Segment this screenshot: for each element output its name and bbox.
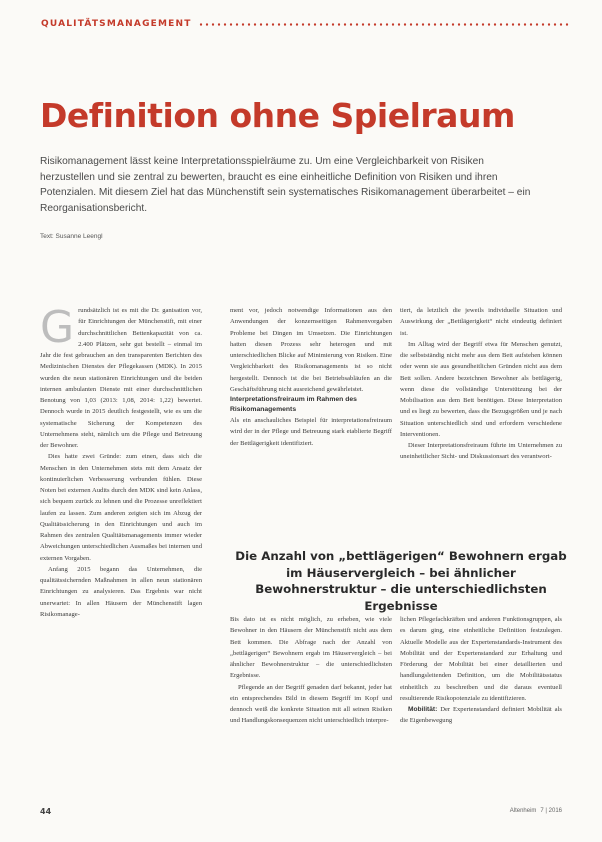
- subheading: Interpretationsfreiraum im Rahmen des Risikomanagements: [230, 396, 357, 413]
- dotted-rule: [198, 23, 571, 26]
- body-paragraph: Im Alltag wird der Begriff etwa für Menschen genutzt, die selbstständig nicht mehr aus dem Bett aufstehen können oder wenn sie aus gesundheitlichen Gründen nicht aus dem Bett sollen. Andere bezeichnen Bewohner als bettlägerig, wenn diese die vollständige Unterstützung bei der Mobilisation aus dem Bett benötigen. Diese Interpretation und es liegt zu bewerten, dass die Bezugsgrößen und je nach Situation unterschiedlich sind und erfordern verschiedene Interventionen.: [400, 340, 562, 438]
- run-in-heading: Mobilität:: [408, 706, 438, 713]
- body-paragraph: Pflegende an der Begriff genaden darf bekannt, jeder hat ein entsprechendes Bild in diesem Begriff im Kopf und dennoch weiß die konkrete Situation mit all seinen Risiken und Handlungskonsequenzen nicht unterschiedlich interpre-: [230, 683, 392, 725]
- body-paragraph: lichen Pflegefachkräften und anderen Funktionsgruppen, als es darum ging, eine einheitliche Definition festzulegen. Aktuelle Modelle aus der Expertenstandards-Instrument des Mobilität und der Expertenstandard zur Erhaltung und Förderung der Mobilität bei einer detaillierten und handlungsleitenden Definition, um die Mobilitätsstatus einheitlich zu beschreiben und die daraus eventuell resultierende Risikopotenziale zu identifizieren.: [400, 616, 562, 702]
- body-paragraph: [40, 305, 202, 451]
- publication-name: Altenheim: [509, 808, 537, 814]
- drop-cap: G: [40, 305, 75, 353]
- body-paragraph: Dieser Interpretationsfreiraum führte im Unternehmen zu uneinheitlicher Sicht- und Diskussionsart des verantwort-: [400, 442, 562, 461]
- page-number: 44: [40, 807, 52, 816]
- paragraph-text: rundsätzlich ist es mit die Dr. ganisation vor, für Einrichtungen der Münchenstift, mit einer durchschnittlichen Bettenkapazität von ca. 2.400 Plätzen, sehr gut bestellt – einmal im Jahr die fest gebrauchen an den transparenten Berichten des Medizinischen Dienstes der Pflegekassen (MDK). In 2015 wurden die neun stationären Einrichtungen und die beiden internen ambulanten Dienste mit einer durchschnittlichen Benotung von 1,03 (2013: 1,08, 2014: 1,22) bewertet. Dennoch wurde in 2015 deutlich festgestellt, wie es um die systematische Sicherung der Kompetenzen des Unternehmens steht, nämlich um die Pflege und Betreuung der Bewohner.: [40, 307, 202, 449]
- body-column-1: [40, 305, 202, 801]
- byline: Text: Susanne Leengl: [40, 233, 103, 240]
- body-column-3: [400, 305, 562, 543]
- paragraph-text: Der Expertenstandard definiert Mobilität als die Eigenbewegung: [400, 706, 562, 725]
- publication-footer: [510, 808, 562, 814]
- body-paragraph: tiert, da letztlich die jeweils individuelle Situation und Auswirkung der „Bettlägerigkeit“ nicht eindeutig definiert ist.: [400, 307, 562, 337]
- body-paragraph: [400, 704, 562, 727]
- body-paragraph: Bis dato ist es nicht möglich, zu erheben, wie viele Bewohner in den Häusern der Münchenstift nicht aus dem Bett kommen. Die Abfrage nach der Anzahl von „bettlägerigen“ Bewohnern ergab im Häuservergleich – bei ähnlicher Bewohnerstruktur – die unterschiedlichsten Ergebnisse.: [230, 616, 392, 680]
- section-label: QUALITÄTSMANAGEMENT: [41, 19, 192, 29]
- body-paragraph: Anfang 2015 begann das Unternehmen, die qualitätssichernden Maßnahmen in allen neun stationären Einrichtungen zu analysieren. Das Ergebnis war nicht unerwartet: In allen Häusern der Münchenstift lagen Risikomanage-: [40, 565, 202, 618]
- issue-number: 7 | 2016: [540, 808, 562, 814]
- body-column-3-continued: [400, 614, 562, 801]
- article-title: Definition ohne Spielraum: [40, 96, 515, 135]
- body-paragraph: ment vor, jedoch notwendige Informationen aus den Anwendungen der konzernseitigen Rahmenvorgaben Probleme bei Dingen im Umsetzen. Die Einrichtungen hatten diesen Prozess sehr heterogen und mit unterschiedlichen Blicke auf Minimierung von Risiken. Eine Vergleichbarkeit des Risikomanagements ist so nicht hergestellt. Dennoch ist die bei Betriebsabläufen an die Geschäftsführung nicht ausreichend gewährleistet.: [230, 307, 392, 393]
- body-column-2: [230, 305, 392, 543]
- pull-quote: Die Anzahl von „bettlägerigen“ Bewohnern ergab im Häuservergleich – bei ähnlicher Bewohnerstruktur – die unterschiedlichsten Ergebnisse: [235, 549, 567, 613]
- body-paragraph: Dies hatte zwei Gründe: zum einen, dass sich die Menschen in den Unternehmen stets mit dem Ansatz der kontinuierlichen Verbesserung verbunden fühlen. Diese Noten bei externen Audits durch den MDK sind kein Anlass, sich bequem zurück zu lehnen und die Prozesse unreflektiert laufen zu lassen. Zum anderen zeigten sich im Abzug der Qualitätssicherung in den Einrichtungen und auch im Rahmen des zentralen Qualitätsmanagements immer wieder Abweichungen unterschiedlichen Ausmaßes bei internen und externen Vorgaben.: [40, 453, 202, 562]
- article-lead: Risikomanagement lässt keine Interpretationsspielräume zu. Um eine Vergleichbarkeit von Risiken herzustellen und sie zentral zu bewerten, braucht es eine einheitliche Definition von Risiken und ihren Potenzialen. Mit diesem Ziel hat das Münchenstift sein systematisches Risikomanagement überarbeitet – ein Reorganisationsbericht.: [40, 156, 531, 214]
- body-paragraph: Als ein anschauliches Beispiel für interpretationsfreiraum wird der in der Pflege und Betreuung stark etablierte Begriff der Bettlägerigkeit identifiziert.: [230, 417, 392, 447]
- body-column-2-continued: [230, 614, 392, 801]
- section-rubric: [41, 16, 571, 32]
